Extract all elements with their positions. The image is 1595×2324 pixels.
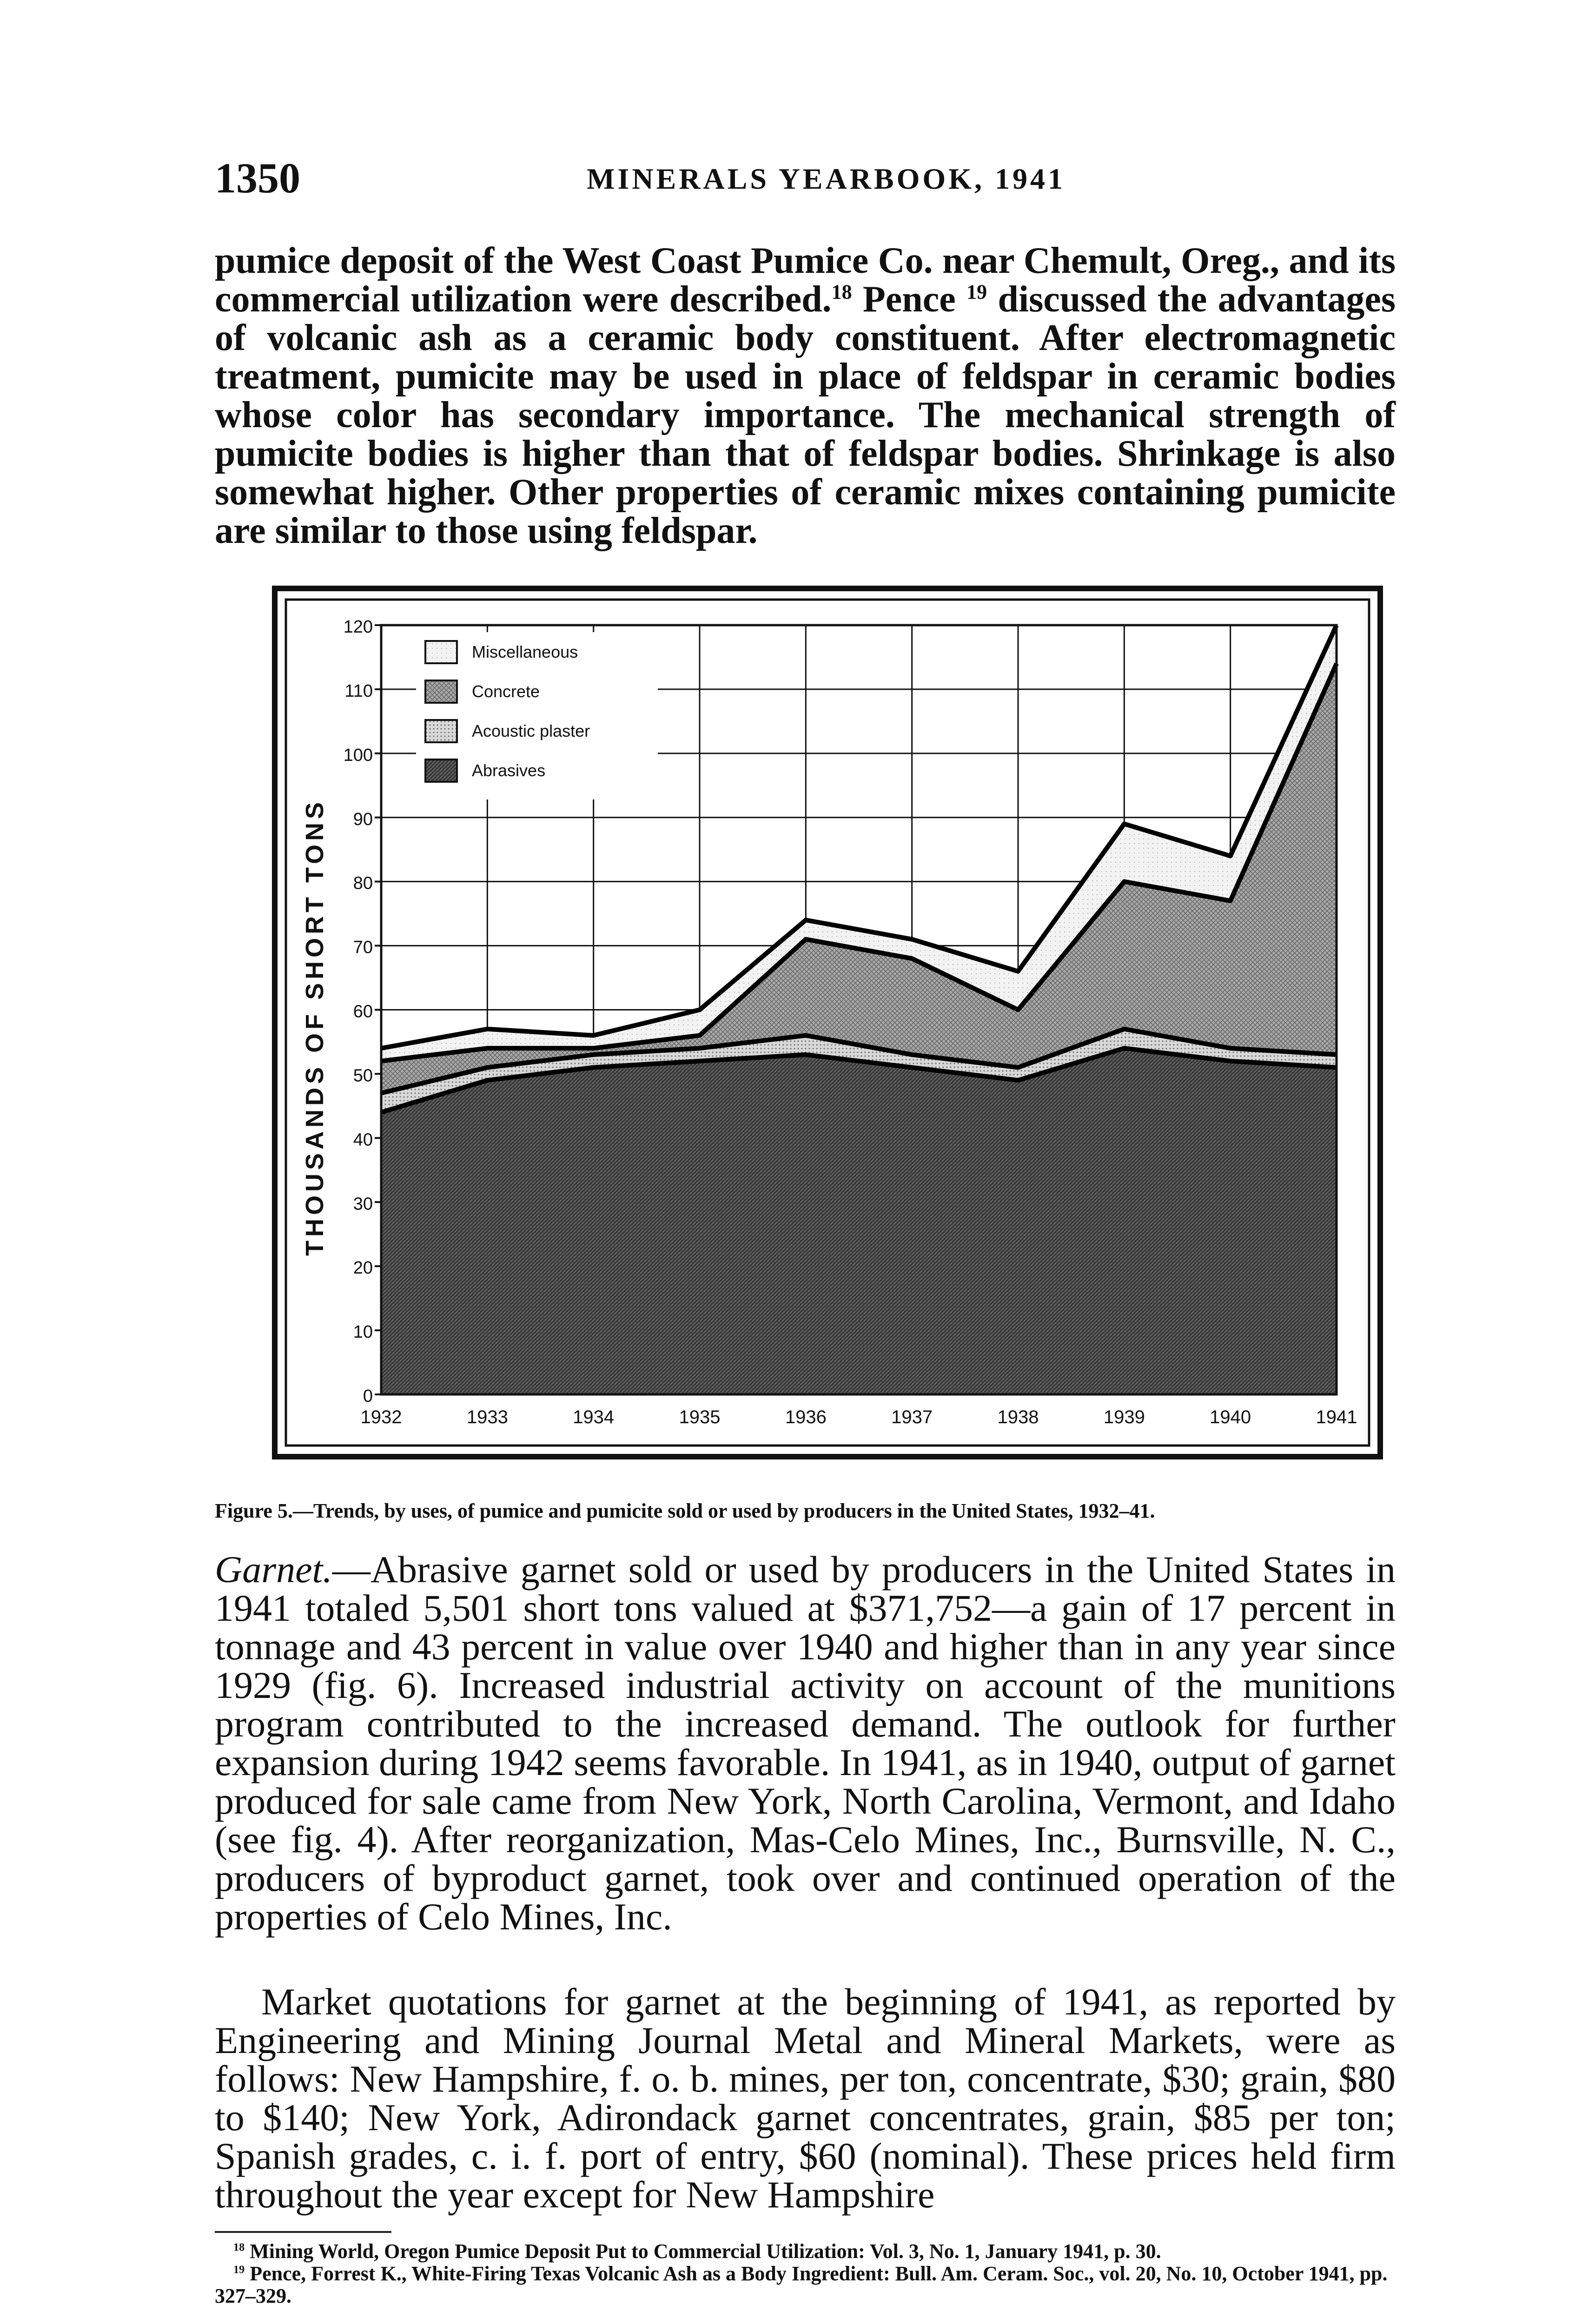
y-tick-label: 80 [353, 873, 373, 893]
footnote-19 [215, 2263, 1396, 2307]
x-tick-label: 1938 [997, 1407, 1039, 1427]
intro-text-2: Pence [852, 279, 967, 320]
x-tick-label: 1934 [573, 1407, 615, 1427]
page-header [215, 153, 1396, 205]
y-tick-label: 10 [353, 1322, 373, 1342]
y-tick-label: 0 [363, 1386, 373, 1406]
legend-label: Concrete [472, 682, 540, 701]
footnote-text: Pence, Forrest K., White-Firing Texas Volcanic Ash as a Body Ingredient: Bull. Am. Ceram. Soc., vol. 20, No. 10, October 1941, pp. 327–329. [215, 2262, 1388, 2307]
pumice-trend-chart [272, 586, 1383, 1459]
y-tick-label: 110 [344, 681, 373, 701]
legend-swatch [425, 680, 457, 703]
footnote-ref-18[interactable]: 18 [831, 280, 852, 304]
y-tick-label: 70 [353, 938, 373, 957]
garnet-paragraph-2: Market quotations for garnet at the beginning of 1941, as reported by Engineering and Mining Journal Metal and Mineral Markets, were as follows: New Hampshire, f. o. b. mines, per ton, concentrate, $30; grain, $80 to $140; New York, Adirondack garnet concentrates, grain, $85 per ton; Spanish grades, c. i. f. port of entry, $60 (nominal). These prices held firm throughout the year except for New Hampshire [215, 1981, 1396, 2216]
legend-swatch [425, 759, 457, 782]
footnotes [215, 2240, 1396, 2307]
legend-label: Miscellaneous [472, 642, 578, 661]
running-head: MINERALS YEARBOOK, 1941 [587, 162, 1066, 195]
y-tick-label: 90 [353, 809, 373, 829]
legend-swatch [425, 641, 457, 663]
y-tick-label: 100 [343, 745, 373, 765]
x-tick-label: 1932 [360, 1407, 402, 1427]
page-number: 1350 [215, 154, 300, 202]
x-tick-label: 1936 [785, 1407, 827, 1427]
y-tick-label: 30 [353, 1194, 373, 1214]
y-tick-label: 50 [353, 1066, 373, 1086]
garnet-text-1: —Abrasive garnet sold or used by producers in the United States in 1941 totaled 5,501 short tons valued at $371,752—a gain of 17 percent in tonnage and 43 percent in value over 1940 and higher than in any year since 1929 (fig. 6). Increased industrial activity on account of the munitions program contributed to the increased demand. The outlook for further expansion during 1942 seems favorable. In 1941, as in 1940, output of garnet produced for sale came from New York, North Carolina, Vermont, and Idaho (see fig. 4). After reorganization, Mas-Celo Mines, Inc., Burnsville, N. C., producers of byproduct garnet, took over and continued operation of the properties of Celo Mines, Inc. [215, 1548, 1396, 1938]
x-tick-label: 1941 [1316, 1407, 1357, 1427]
y-tick-label: 60 [353, 1002, 373, 1022]
intro-text-3: discussed the advantages of volcanic ash as a ceramic body constituent. After electromagnetic treatment, pumicite may be used in place of feldspar in ceramic bodies whose color has secondary importance. The mechanical strength of pumicite bodies is higher than that of feldspar bodies. Shrinkage is also somewhat higher. Other properties of ceramic mixes containing pumicite are similar to those using feldspar. [215, 279, 1396, 551]
y-tick-label: 20 [353, 1258, 373, 1278]
legend-label: Abrasives [472, 761, 546, 780]
legend-label: Acoustic plaster [472, 721, 590, 740]
x-tick-label: 1939 [1103, 1407, 1145, 1427]
figure-5 [272, 586, 1383, 1459]
footnote-text: Mining World, Oregon Pumice Deposit Put to Commercial Utilization: Vol. 3, No. 1, January 1941, p. 30. [245, 2240, 1161, 2263]
x-tick-label: 1935 [679, 1407, 721, 1427]
intro-text: pumice deposit of the West Coast Pumice Co. near Chemult, Oreg., and its commercial utilization were described. [215, 240, 1396, 320]
footnote-mark: 19 [233, 2263, 245, 2276]
footnote-rule [215, 2231, 391, 2233]
footnote-mark: 18 [233, 2241, 245, 2254]
garnet-lead: Garnet. [215, 1548, 332, 1591]
footnote-18 [215, 2240, 1396, 2263]
intro-paragraph [215, 242, 1396, 550]
x-tick-label: 1933 [466, 1407, 508, 1427]
x-tick-label: 1937 [891, 1407, 933, 1427]
garnet-paragraph-1 [215, 1550, 1396, 1936]
figure-caption: Figure 5.—Trends, by uses, of pumice and pumicite sold or used by producers in the United States, 1932–41. [215, 1499, 1155, 1522]
y-tick-label: 40 [353, 1130, 373, 1150]
area-abrasives [381, 1048, 1337, 1394]
x-tick-label: 1940 [1210, 1407, 1251, 1427]
footnote-ref-19[interactable]: 19 [966, 280, 987, 304]
y-axis-label: THOUSANDS OF SHORT TONS [301, 798, 329, 1256]
legend-swatch [425, 720, 457, 742]
chart-legend [416, 632, 658, 799]
y-tick-label: 120 [343, 617, 373, 637]
